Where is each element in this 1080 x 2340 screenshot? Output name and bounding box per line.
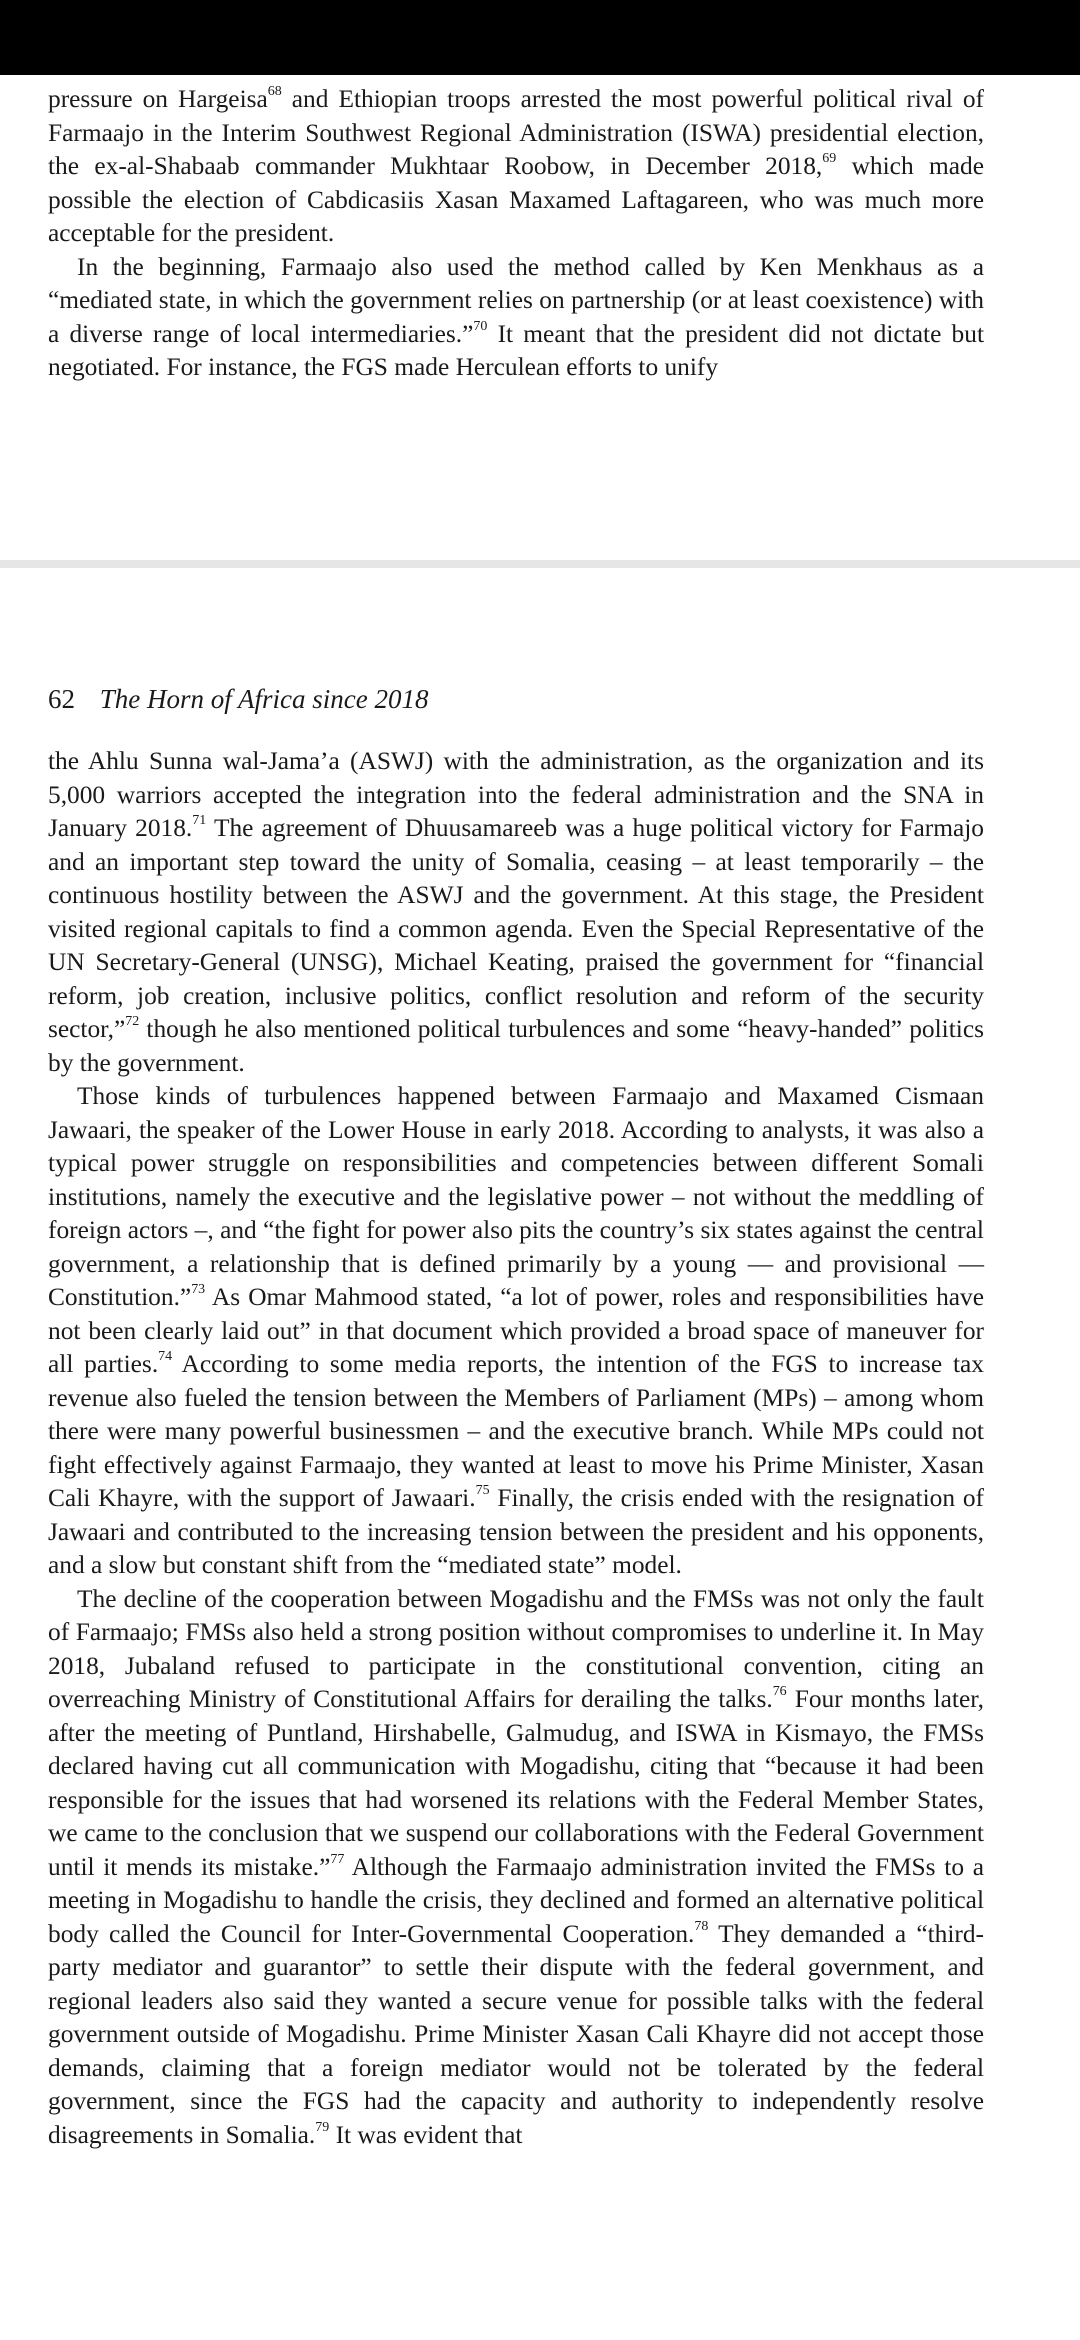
- page-header: [48, 682, 428, 716]
- footnote-ref[interactable]: 70: [473, 318, 488, 334]
- text-run: The agreement of Dhuusamareeb was a huge political victory for Farmajo and an important step toward the unity of Somalia, ceasing – at least temporarily – the continuous hostility between the ASWJ and the government. At this stage, the President visited regional capitals to find a common agenda. Even the Special Representative of the UN Secretary-General (UNSG), Michael Keating, praised the government for “financial reform, job creation, inclusive politics, conflict resolution and reform of the security sector,”: [48, 814, 984, 1043]
- text-run: though he also mentioned political turbulences and some “heavy-handed” politics by the government.: [48, 1015, 984, 1077]
- footnote-ref[interactable]: 74: [158, 1349, 173, 1365]
- paragraph: [48, 745, 984, 1080]
- page-bottom-body-text: [48, 745, 984, 2152]
- page-62: [0, 568, 1080, 2340]
- page-divider: [0, 560, 1080, 568]
- text-run: In the beginning, Farmaajo also used the method called by Ken Menkhaus as a “mediated state, in which the government relies on partnership (or at least coexistence) with a diverse range of local intermediaries.”: [48, 252, 984, 348]
- footnote-ref[interactable]: 78: [694, 1918, 709, 1934]
- text-run: Those kinds of turbulences happened between Farmaajo and Maxamed Cismaan Jawaari, the speaker of the Lower House in early 2018. According to analysts, it was also a typical power struggle on responsibilities and competencies between different Somali institutions, namely the executive and the legislative power – not without the meddling of foreign actors –, and “the fight for power also pits the country’s six states against the central government, a relationship that is defined primarily by a young — and provisional — Constitution.”: [48, 1082, 984, 1311]
- text-run: According to some media reports, the intention of the FGS to increase tax revenue also fueled the tension between the Members of Parliament (MPs) – among whom there were many powerful businessmen – and the executive branch. While MPs could not fight effectively against Farmaajo, they wanted at least to move his Prime Minister, Xasan Cali Khayre, with the support of Jawaari.: [48, 1350, 984, 1512]
- paragraph: [48, 251, 984, 385]
- text-run: Four months later, after the meeting of Puntland, Hirshabelle, Galmudug, and ISWA in Kismayo, the FMSs declared having cut all communication with Mogadishu, citing that “because it had been responsible for the issues that had worsened its relations with the Federal Member States, we came to the conclusion that we suspend our collaborations with the Federal Government until it mends its mistake.”: [48, 1685, 984, 1881]
- page-top-body-text: [48, 83, 984, 385]
- paragraph: [48, 1080, 984, 1583]
- page-number: 62: [48, 684, 75, 714]
- footnote-ref[interactable]: 77: [330, 1851, 345, 1867]
- footnote-ref[interactable]: 79: [315, 2119, 330, 2135]
- footnote-ref[interactable]: 73: [191, 1282, 206, 1298]
- text-run: and Ethiopian troops arrested the most powerful political rival of Farmaajo in the Interim Southwest Regional Administration (ISWA) presidential election, the ex-al-Shabaab commander Mukhtaar Roobow, in December 2018,: [48, 85, 985, 180]
- running-title: The Horn of Africa since 2018: [99, 684, 429, 714]
- footnote-ref[interactable]: 72: [125, 1014, 140, 1030]
- text-run: They demanded a “third-party mediator and guarantor” to settle their dispute with the federal government, and regional leaders also said they wanted a secure venue for possible talks with the federal government outside of Mogadishu. Prime Minister Xasan Cali Khayre did not accept those demands, claiming that a foreign mediator would not be tolerated by the federal government, since the FGS had the capacity and authority to independently resolve disagreements in Somalia.: [48, 1919, 985, 2149]
- text-run: Finally, the crisis ended with the resignation of Jawaari and contributed to the increasing tension between the president and his opponents, and a slow but constant shift from the “mediated state” model.: [48, 1484, 984, 1579]
- text-run: As Omar Mahmood stated, “a lot of power, roles and responsibilities have not been clearly laid out” in that document which provided a broad space of maneuver for all parties.: [48, 1283, 984, 1378]
- text-run: pressure on Hargeisa: [48, 85, 268, 113]
- footnote-ref[interactable]: 76: [772, 1684, 787, 1700]
- text-run: Although the Farmaajo administration invited the FMSs to a meeting in Mogadishu to handle the crisis, they declined and formed an alternative political body called the Council for Inter-Governmental Cooperation.: [48, 1852, 984, 1948]
- text-run: It meant that the president did not dictate but negotiated. For instance, the FGS made Herculean efforts to unify: [48, 319, 984, 381]
- page-61-bottom-fragment: [0, 75, 1080, 560]
- text-run: which made possible the election of Cabdicasiis Xasan Maxamed Laftagareen, who was much more acceptable for the president.: [48, 152, 984, 247]
- status-bar: [0, 0, 1080, 75]
- footnote-ref[interactable]: 75: [475, 1483, 490, 1499]
- paragraph: [48, 1583, 984, 2153]
- text-run: The decline of the cooperation between Mogadishu and the FMSs was not only the fault of Farmaajo; FMSs also held a strong position without compromises to underline it. In May 2018, Jubaland refused to participate in the constitutional convention, citing an overreaching Ministry of Constitutional Affairs for derailing the talks.: [48, 1584, 984, 1713]
- footnote-ref[interactable]: 69: [822, 151, 837, 167]
- footnote-ref[interactable]: 68: [267, 84, 282, 100]
- footnote-ref[interactable]: 71: [192, 813, 207, 829]
- text-run: It was evident that: [329, 2120, 523, 2149]
- text-run: the Ahlu Sunna wal-Jama’a (ASWJ) with the administration, as the organization and its 5,000 warriors accepted the integration into the federal administration and the SNA in January 2018.: [48, 747, 984, 842]
- paragraph: [48, 83, 984, 251]
